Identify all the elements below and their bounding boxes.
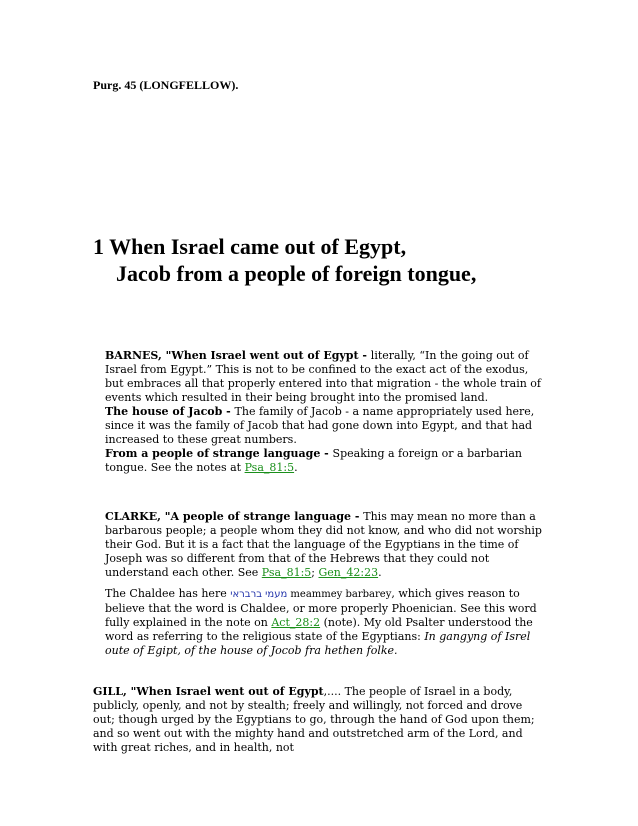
gill-commentary (93, 685, 543, 755)
chaldee-intro: The Chaldee has here (105, 587, 231, 600)
clarke-commentary (93, 510, 543, 658)
gill-label: GILL, "When Israel went out of Egypt (93, 685, 324, 698)
strange-language-label: From a people of strange language - (105, 447, 333, 460)
verse-line-2: Jacob from a people of foreign tongue, (116, 261, 477, 286)
clarke-label: CLARKE, "A people of strange language - (105, 510, 364, 523)
chaldee-text: , which gives reason to believe that the word is Chaldee, or more properly Phoenician. See this word fully explained in the note on (105, 587, 537, 629)
clarke-paragraph-2 (93, 587, 543, 658)
transliteration: meammey barbarey (287, 589, 392, 600)
house-of-jacob-label: The house of Jacob - (105, 405, 235, 418)
gen-42-23-link[interactable]: Gen_42:23 (318, 566, 379, 579)
psa-81-5-link-clarke[interactable]: Psa_81:5 (261, 566, 312, 579)
period: . (378, 566, 382, 579)
house-of-jacob-text: The family of Jacob - a name appropriately used here, since it was the family of Jacob that had gone down into Egypt, and that had increased to these great numbers. (105, 405, 535, 446)
gill-paragraph-1 (93, 685, 543, 755)
psa-81-5-link[interactable]: Psa_81:5 (244, 461, 295, 474)
gill-text: ,.... The people of Israel in a body, publicly, openly, and not by stealth; freely and willingly, not forced and drove out; though urged by the Egyptians to go, through the hand of God upon them; and so went out with the mighty hand and outstretched arm of the Lord, and with great riches, and in health, not (93, 685, 535, 754)
separator: ; (311, 566, 319, 579)
psalter-quote: In gangyng of Isrel oute of Egipt, of the house of Jocob fra hethen folke. (105, 630, 531, 657)
barnes-paragraph-2 (93, 405, 543, 447)
barnes-text: literally, “In the going out of Israel from Egypt.” This is not to be confined to the exact act of the exodus, but embraces all that properly entered into that migration - the whole train of events which resulted in their being brought into the promised land. (105, 349, 541, 404)
strange-language-text: Speaking a foreign or a barbarian tongue. See the notes at (105, 447, 522, 474)
verse-line-1: 1 When Israel came out of Egypt, (93, 234, 407, 259)
barnes-paragraph-3 (93, 447, 543, 475)
hebrew-text: מעמי ברבראי (230, 589, 288, 600)
period: . (294, 461, 298, 474)
barnes-commentary (93, 349, 543, 475)
act-28-2-link[interactable]: Act_28:2 (271, 616, 321, 629)
verse-heading (93, 233, 476, 287)
page-header: Purg. 45 (LONGFELLOW). (93, 78, 239, 92)
clarke-paragraph-1 (93, 510, 543, 580)
chaldee-text-2: (note). My old Psalter understood the word as referring to the religious state of the Egyptians: (105, 616, 533, 643)
barnes-paragraph-1 (93, 349, 543, 405)
barnes-label: BARNES, "When Israel went out of Egypt - (105, 349, 371, 362)
clarke-text: This may mean no more than a barbarous people; a people whom they did not know, and who did not worship their God. But it is a fact that the language of the Egyptians in the time of Joseph was so different from that of the Hebrews that they could not understand each other. See (105, 510, 542, 579)
